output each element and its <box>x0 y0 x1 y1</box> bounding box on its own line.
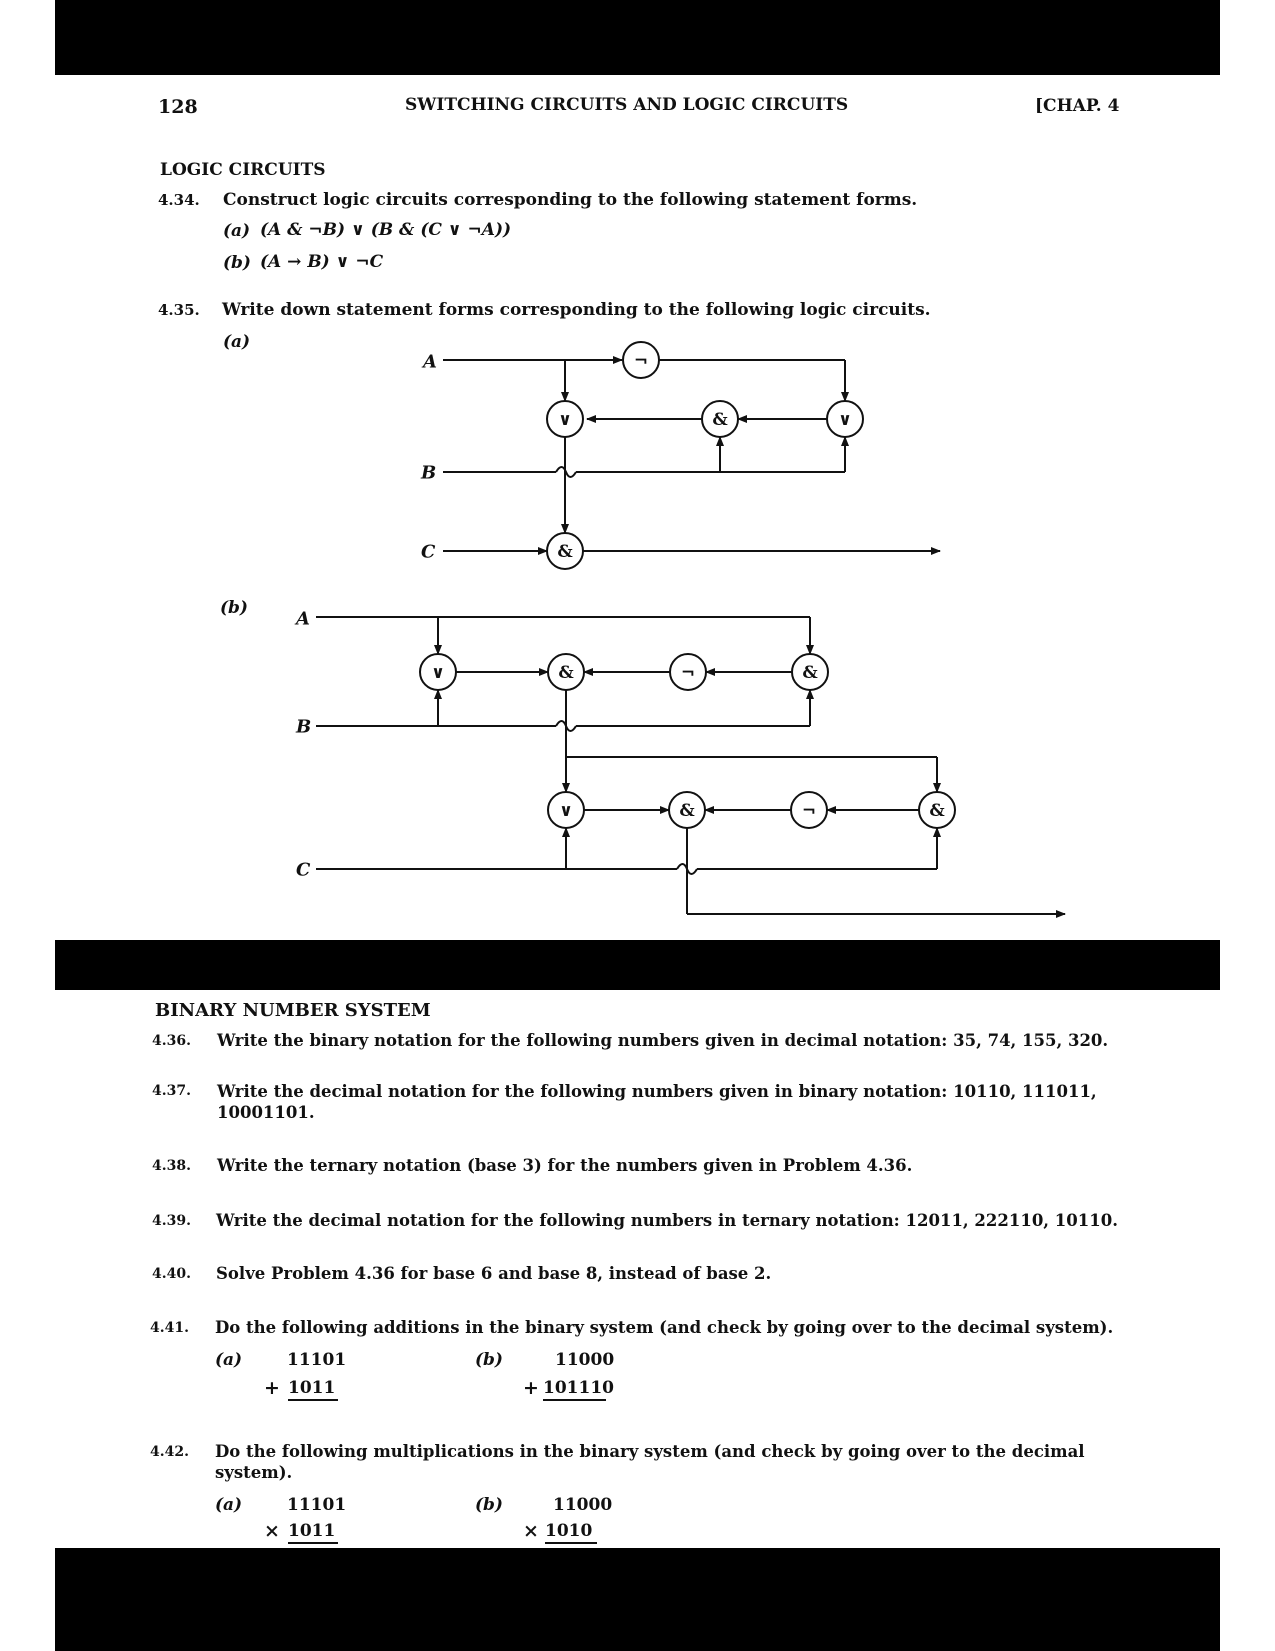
and-symbol: & <box>712 410 728 430</box>
addend-top: 11000 <box>555 1350 615 1370</box>
part-label: (b) <box>220 598 248 618</box>
problem-number: 4.34. <box>158 191 200 209</box>
page-number: 128 <box>158 96 198 118</box>
factor-bottom: 1010 <box>545 1521 597 1544</box>
problem-text-continued: system). <box>215 1463 293 1482</box>
operator: + <box>264 1377 280 1399</box>
and-symbol: & <box>802 663 818 683</box>
input-label-b: B <box>421 462 437 484</box>
input-label-a: A <box>423 351 437 373</box>
operator: × <box>264 1520 280 1542</box>
problem-text: Write the decimal notation for the following numbers given in binary notation: 10110, 111011, <box>217 1082 1097 1101</box>
problem-text: Write the binary notation for the following numbers given in decimal notation: 35, 74, 155, 320. <box>217 1031 1109 1050</box>
circuit-a <box>443 360 940 551</box>
problem-number: 4.38. <box>152 1158 191 1174</box>
input-label-c: C <box>421 541 436 563</box>
problem-number: 4.36. <box>152 1033 191 1049</box>
input-label-c: C <box>296 859 311 881</box>
factor-top: 11101 <box>287 1495 347 1515</box>
problem-text: Construct logic circuits corresponding to the following statement forms. <box>223 190 918 210</box>
problem-text-continued: 10001101. <box>217 1103 315 1122</box>
problem-text: Solve Problem 4.36 for base 6 and base 8, instead of base 2. <box>216 1264 772 1283</box>
addend-top: 11101 <box>287 1350 347 1370</box>
chapter-label: [CHAP. 4 <box>1035 96 1120 116</box>
and-symbol: & <box>557 542 573 562</box>
problem-text: Write down statement forms corresponding to the following logic circuits. <box>222 300 931 320</box>
formula-a: (A & ¬B) ∨ (B & (C ∨ ¬A)) <box>260 220 512 240</box>
and-symbol: & <box>558 663 574 683</box>
part-label: (a) <box>215 1495 243 1515</box>
not-symbol: ¬ <box>633 351 649 371</box>
middle-black-bar <box>55 940 1220 990</box>
or-symbol: ∨ <box>838 410 852 430</box>
problem-number: 4.42. <box>150 1444 189 1460</box>
addend-bottom: 1011 <box>288 1378 338 1401</box>
or-symbol: ∨ <box>559 801 573 821</box>
section-heading-binary: BINARY NUMBER SYSTEM <box>155 1000 431 1021</box>
problem-text: Write the ternary notation (base 3) for the numbers given in Problem 4.36. <box>217 1156 913 1175</box>
section-heading-logic: LOGIC CIRCUITS <box>160 160 326 180</box>
or-symbol: ∨ <box>558 410 572 430</box>
operator: × <box>523 1520 539 1542</box>
input-label-a: A <box>296 608 310 630</box>
problem-number: 4.39. <box>152 1213 191 1229</box>
running-title: SWITCHING CIRCUITS AND LOGIC CIRCUITS <box>405 95 849 115</box>
factor-bottom: 1011 <box>288 1521 338 1544</box>
part-label: (b) <box>475 1495 503 1515</box>
formula-b: (A → B) ∨ ¬C <box>260 252 384 272</box>
or-symbol: ∨ <box>431 663 445 683</box>
not-symbol: ¬ <box>801 801 817 821</box>
bottom-black-bar <box>55 1548 1220 1651</box>
problem-number: 4.41. <box>150 1320 189 1336</box>
addend-bottom: 101110 <box>543 1378 606 1401</box>
part-label: (b) <box>223 253 251 273</box>
problem-number: 4.40. <box>152 1266 191 1282</box>
problem-text: Do the following multiplications in the binary system (and check by going over to the decimal <box>215 1442 1085 1461</box>
part-label: (b) <box>475 1350 503 1370</box>
operator: + <box>523 1377 539 1399</box>
and-symbol: & <box>929 801 945 821</box>
part-label: (a) <box>223 221 251 241</box>
factor-top: 11000 <box>553 1495 613 1515</box>
problem-number: 4.37. <box>152 1083 191 1099</box>
input-label-b: B <box>296 716 312 738</box>
problem-number: 4.35. <box>158 301 200 319</box>
problem-text: Write the decimal notation for the following numbers in ternary notation: 12011, 222110, 10110. <box>216 1211 1118 1230</box>
and-symbol: & <box>679 801 695 821</box>
problem-text: Do the following additions in the binary system (and check by going over to the decimal system). <box>215 1318 1114 1337</box>
part-label: (a) <box>223 332 251 352</box>
part-label: (a) <box>215 1350 243 1370</box>
not-symbol: ¬ <box>680 663 696 683</box>
